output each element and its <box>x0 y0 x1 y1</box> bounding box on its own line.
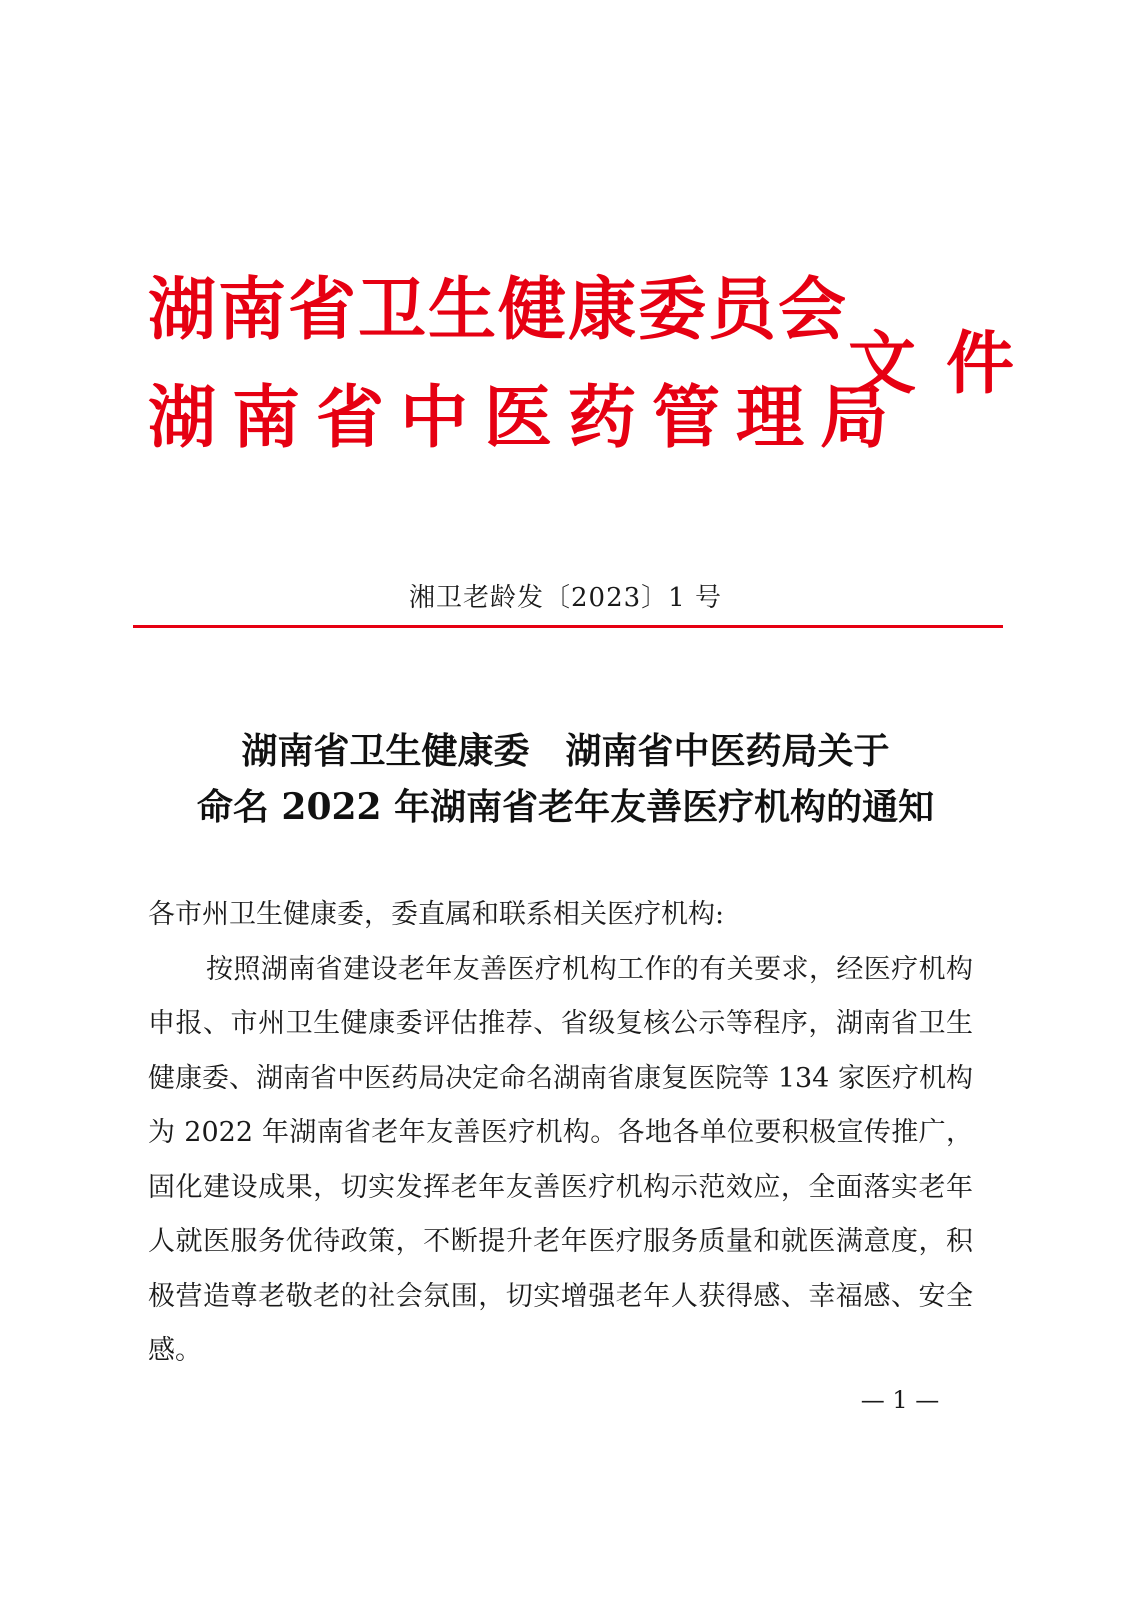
document-number: 湘卫老龄发〔2023〕1 号 <box>409 583 722 613</box>
red-divider <box>133 625 1003 628</box>
salutation: 各市州卫生健康委，委直属和联系相关医疗机构: <box>148 899 725 930</box>
title-line-1: 湖南省卫生健康委 湖南省中医药局关于 <box>241 730 890 772</box>
red-header <box>148 268 1045 468</box>
title-line-2: 命名 2022 年湖南省老年友善医疗机构的通知 <box>196 786 935 828</box>
document-body <box>148 888 973 1379</box>
issuer-line-2: 湖南省中医药管理局 <box>148 378 905 458</box>
issuer-line-1: 湖南省卫生健康委员会 <box>148 270 849 350</box>
document-title <box>0 723 1131 835</box>
page-number: — 1 — <box>860 1386 940 1414</box>
document-word: 文件 <box>848 324 1045 404</box>
body-paragraph: 按照湖南省建设老年友善医疗机构工作的有关要求，经医疗机构申报、市州卫生健康委评估推荐、省级复核公示等程序，湖南省卫生健康委、湖南省中医药局决定命名湖南省康复医院等 134 家医疗机构为 2022 年湖南省老年友善医疗机构。各地各单位要积极宣传推广，固化建设成果，切实发挥老年友善医疗机构示范效应，全面落实老年人就医服务优待政策，不断提升老年医疗服务质量和就医满意度，积极营造尊老敬老的社会氛围，切实增强老年人获得感、幸福感、安全感。 <box>148 953 973 1366</box>
